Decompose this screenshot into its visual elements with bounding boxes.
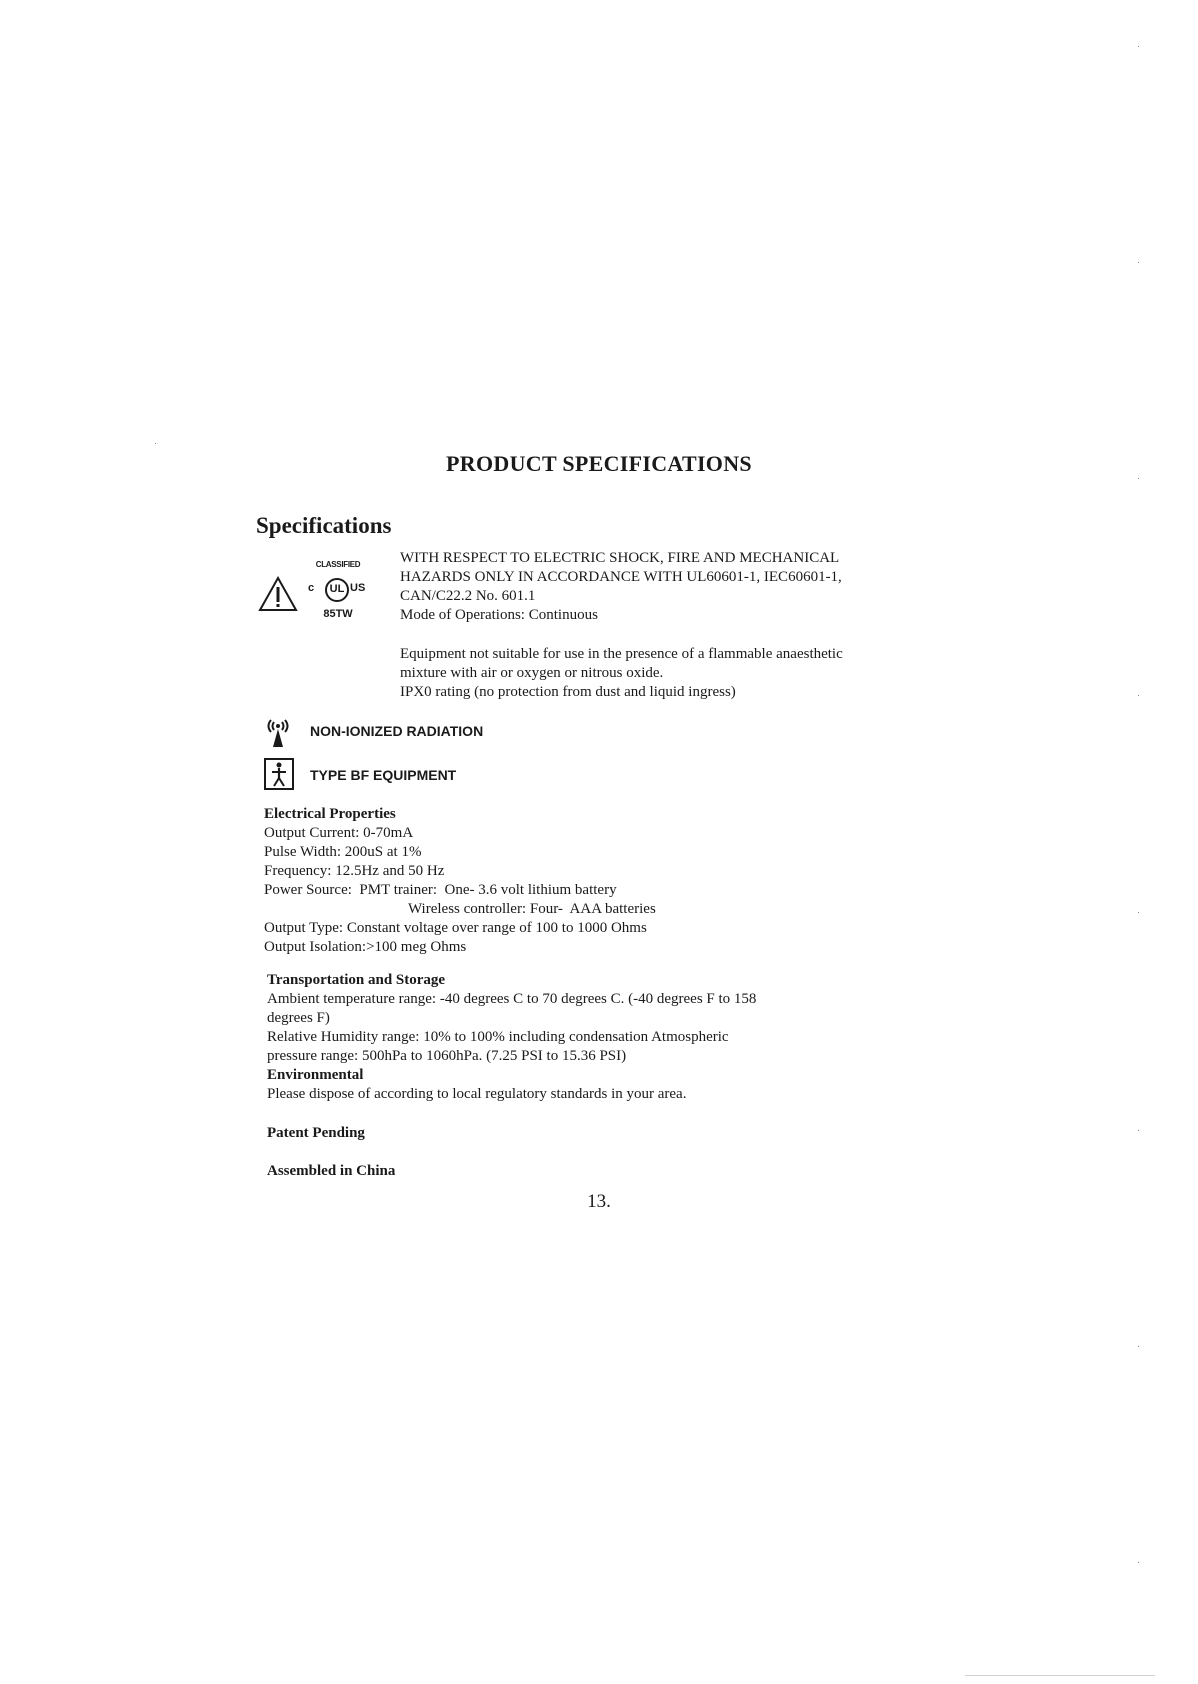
scan-speck <box>1138 478 1139 479</box>
equipment-notes <box>400 645 920 702</box>
scan-speck <box>1138 1346 1139 1347</box>
scan-speck <box>1138 262 1139 263</box>
electrical-line: Power Source: PMT trainer: One- 3.6 volt lithium battery <box>264 882 617 898</box>
radiation-icon <box>264 716 292 748</box>
electrical-line: Output Type: Constant voltage over range of 100 to 1000 Ohms <box>264 920 647 936</box>
scan-speck <box>1138 1130 1139 1131</box>
type-bf-icon <box>264 758 294 790</box>
electrical-line: Frequency: 12.5Hz and 50 Hz <box>264 863 445 879</box>
equipment-note: Equipment not suitable for use in the presence of a flammable anaesthetic <box>400 646 843 662</box>
electrical-section <box>264 805 864 957</box>
electrical-line: Output Current: 0-70mA <box>264 825 414 841</box>
equipment-note: mixture with air or oxygen or nitrous oxide. <box>400 665 664 681</box>
transport-heading: Transportation and Storage <box>267 972 446 988</box>
scan-speck <box>1138 912 1139 913</box>
transport-line: degrees F) <box>267 1010 330 1026</box>
electrical-line: Output Isolation:>100 meg Ohms <box>264 939 467 955</box>
ul-classified-mark <box>306 560 368 626</box>
ul-mark-ul: UL <box>329 583 345 595</box>
certification-line: WITH RESPECT TO ELECTRIC SHOCK, FIRE AND MECHANICAL <box>400 550 840 566</box>
assembled-in: Assembled in China <box>267 1163 396 1179</box>
certification-line: HAZARDS ONLY IN ACCORDANCE WITH UL60601-1, IEC60601-1, <box>400 569 842 585</box>
transport-line: pressure range: 500hPa to 1060hPa. (7.25 PSI to 15.36 PSI) <box>267 1048 627 1064</box>
scan-speck <box>1138 1562 1139 1563</box>
page-title: PRODUCT SPECIFICATIONS <box>446 451 752 476</box>
patent-pending: Patent Pending <box>267 1125 365 1141</box>
electrical-line: Pulse Width: 200uS at 1% <box>264 844 422 860</box>
environmental-text: Please dispose of according to local regulatory standards in your area. <box>267 1086 687 1102</box>
ul-mark-us: US <box>350 582 366 594</box>
page-number: 13. <box>587 1191 611 1212</box>
electrical-line-indent: Wireless controller: Four- AAA batteries <box>408 901 656 917</box>
warning-triangle-icon <box>258 576 298 612</box>
type-bf-label: TYPE BF EQUIPMENT <box>310 767 457 783</box>
certification-text <box>400 549 920 625</box>
transport-line: Ambient temperature range: -40 degrees C to 70 degrees C. (-40 degrees F to 158 <box>267 991 757 1007</box>
transport-section <box>267 971 887 1104</box>
section-title: Specifications <box>256 513 392 538</box>
scan-speck <box>155 443 156 444</box>
radiation-label: NON-IONIZED RADIATION <box>310 723 484 739</box>
electrical-heading: Electrical Properties <box>264 806 396 822</box>
certification-line: Mode of Operations: Continuous <box>400 607 598 623</box>
scan-speck <box>1138 695 1139 696</box>
ul-mark-code: 85TW <box>323 608 353 620</box>
ul-mark-c: c <box>308 582 315 594</box>
scan-edge-line <box>965 1675 1155 1676</box>
transport-line: Relative Humidity range: 10% to 100% including condensation Atmospheric <box>267 1029 729 1045</box>
scan-speck <box>1138 46 1139 47</box>
environmental-heading: Environmental <box>267 1067 364 1083</box>
ul-mark-classified-text: CLASSIFIED <box>315 560 361 569</box>
equipment-note: IPX0 rating (no protection from dust and liquid ingress) <box>400 684 736 700</box>
certification-line: CAN/C22.2 No. 601.1 <box>400 588 536 604</box>
